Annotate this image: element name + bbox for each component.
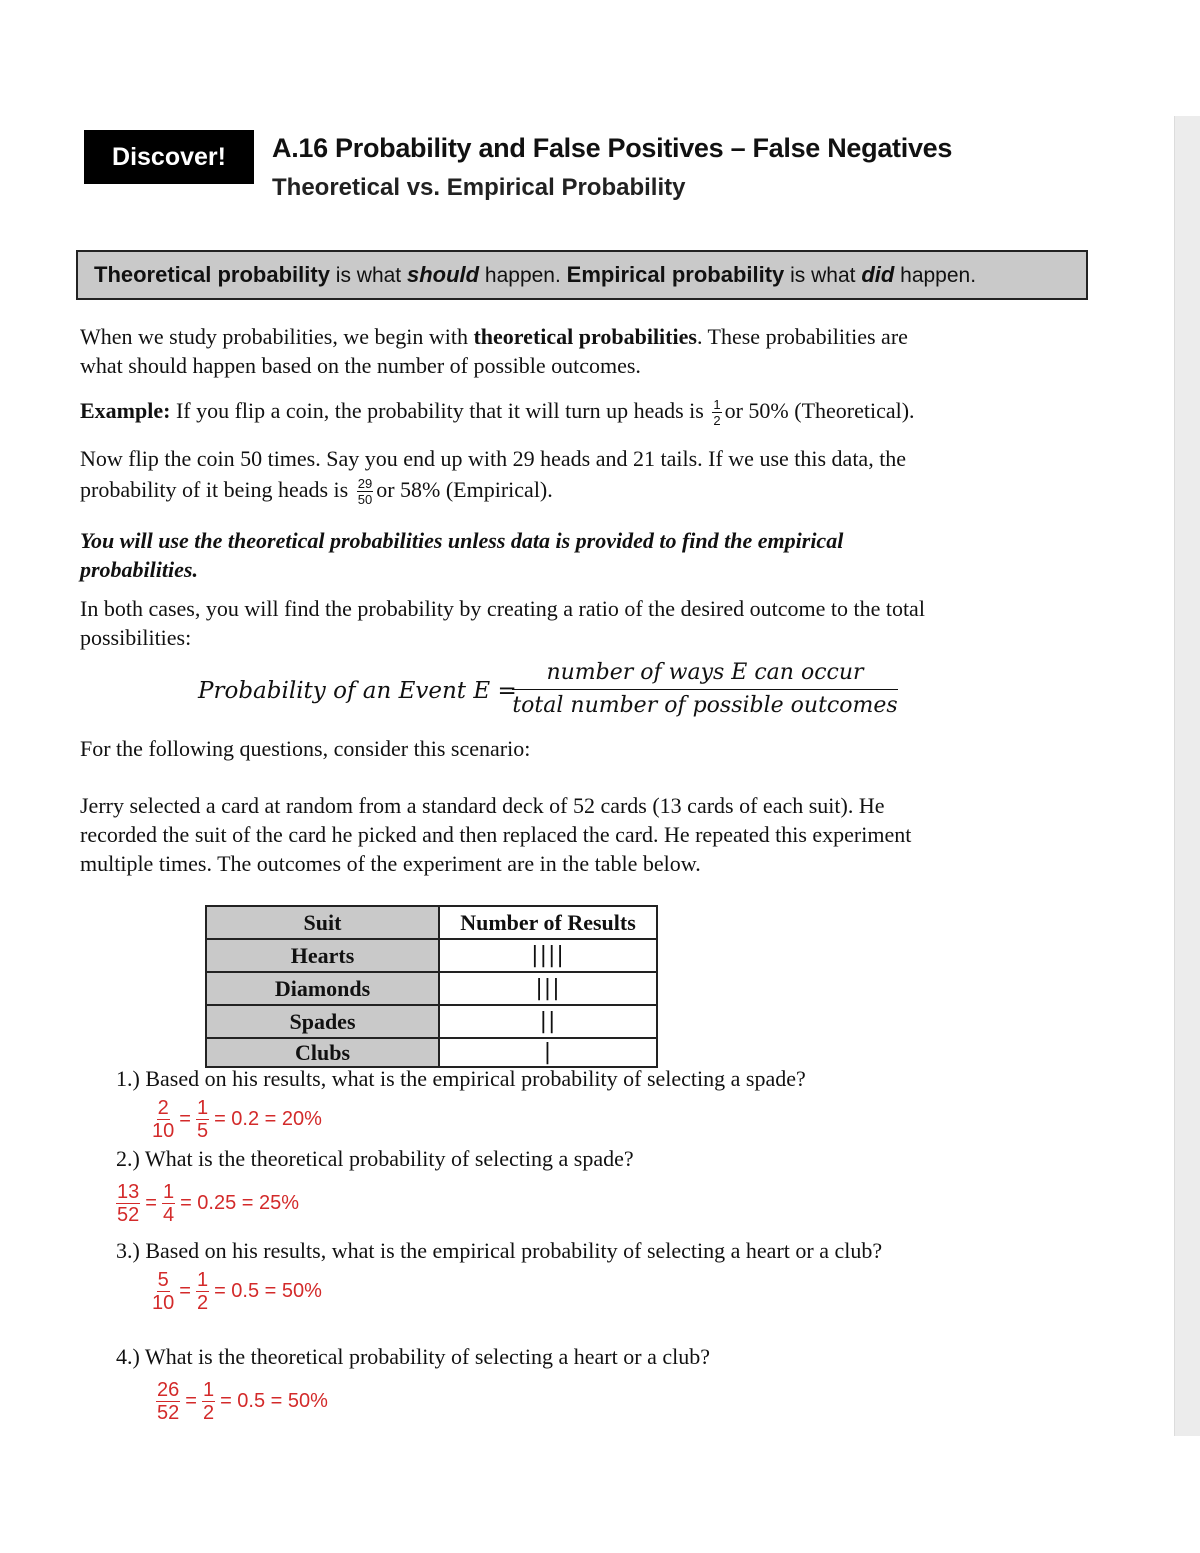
ratio-paragraph <box>80 594 1120 652</box>
example-label: Example: <box>80 398 171 423</box>
note-paragraph <box>80 526 1120 584</box>
term-theoretical: Theoretical probability <box>94 262 330 287</box>
fraction-29-50: $\frac{29}{50}$ <box>357 476 373 508</box>
ratio-line-2: possibilities: <box>80 625 192 650</box>
answer-1: $\frac{2}{10}$ = $\frac{1}{5}$ = 0.2 = 20% <box>152 1097 322 1142</box>
formula-fraction <box>512 660 898 718</box>
discover-badge: Discover! <box>84 130 254 184</box>
tally-cell: |||| <box>439 939 657 972</box>
scrollbar-track[interactable] <box>1174 116 1200 1436</box>
page-subtitle: Theoretical vs. Empirical Probability <box>272 174 686 201</box>
scenario-intro: For the following questions, consider this scenario: <box>80 736 531 761</box>
question-3: 3.) Based on his results, what is the empirical probability of selecting a heart or a club? <box>116 1238 883 1263</box>
suit-cell: Diamonds <box>206 972 439 1005</box>
question-1: 1.) Based on his results, what is the empirical probability of selecting a spade? <box>116 1066 806 1091</box>
answer-2: $\frac{13}{52}$ = $\frac{1}{4}$ = 0.25 = 25% <box>117 1181 300 1226</box>
example-text: If you flip a coin, the probability that it will turn up heads is <box>170 398 704 423</box>
formula-left: Probability of an Event E = <box>198 678 517 704</box>
table-row <box>206 972 657 1005</box>
results-table <box>205 905 658 1068</box>
table-header-row <box>206 906 657 939</box>
flip-line-2b: or 58% (Empirical). <box>376 477 553 502</box>
def-text-4: happen. <box>894 264 977 287</box>
flip-line-2a: probability of it being heads is <box>80 477 349 502</box>
suit-cell: Hearts <box>206 939 439 972</box>
ratio-line-1: In both cases, you will find the probability by creating a ratio of the desired outcome to the total <box>80 596 925 621</box>
term-empirical: Empirical probability <box>566 262 785 287</box>
header-number-of-results: Number of Results <box>439 906 657 939</box>
def-text-2: happen. <box>479 264 567 287</box>
flip-paragraph <box>80 444 1120 506</box>
word-did: did <box>861 262 895 287</box>
note-line-2: probabilities. <box>80 557 198 582</box>
table-row <box>206 1005 657 1038</box>
tally-cell: || <box>439 1005 657 1038</box>
suit-cell: Spades <box>206 1005 439 1038</box>
header-suit: Suit <box>206 906 439 939</box>
question-4: 4.) What is the theoretical probability of selecting a heart or a club? <box>116 1344 710 1369</box>
intro-line-2: what should happen based on the number of possible outcomes. <box>80 353 641 378</box>
table-row <box>206 939 657 972</box>
scenario-line-1: Jerry selected a card at random from a standard deck of 52 cards (13 cards of each suit). He <box>80 793 885 818</box>
example-after: or 50% (Theoretical). <box>724 398 915 423</box>
flip-line-1: Now flip the coin 50 times. Say you end up with 29 heads and 21 tails. If we use this data, the <box>80 446 907 471</box>
scenario-paragraph <box>80 791 1120 878</box>
answer-4: $\frac{26}{52}$ = $\frac{1}{2}$ = 0.5 = 50% <box>157 1379 328 1424</box>
intro-paragraph <box>80 322 1120 380</box>
answer-3: $\frac{5}{10}$ = $\frac{1}{2}$ = 0.5 = 50% <box>152 1269 322 1314</box>
intro-text-b: . These probabilities are <box>696 324 908 349</box>
def-text-1: is what <box>329 264 407 287</box>
question-2: 2.) What is the theoretical probability of selecting a spade? <box>116 1146 634 1171</box>
scenario-line-3: multiple times. The outcomes of the experiment are in the table below. <box>80 851 701 876</box>
intro-bold: theoretical probabilities <box>473 324 697 349</box>
intro-text-a: When we study probabilities, we begin with <box>80 324 474 349</box>
definition-box <box>76 250 1088 300</box>
formula-denominator: total number of possible outcomes <box>512 693 898 718</box>
fraction-one-half: $\frac{1}{2}$ <box>713 397 721 429</box>
def-text-3: is what <box>784 264 862 287</box>
example-paragraph <box>80 396 1120 427</box>
formula-numerator: number of ways E can occur <box>512 660 898 690</box>
suit-cell: Clubs <box>206 1038 439 1067</box>
scenario-line-2: recorded the suit of the card he picked and then replaced the card. He repeated this experiment <box>80 822 912 847</box>
page-title: A.16 Probability and False Positives – False Negatives <box>272 133 953 163</box>
tally-cell: | <box>439 1038 657 1067</box>
note-line-1: You will use the theoretical probabilities unless data is provided to find the empirical <box>80 528 844 553</box>
word-should: should <box>406 262 480 287</box>
table-row <box>206 1038 657 1067</box>
tally-cell: ||| <box>439 972 657 1005</box>
